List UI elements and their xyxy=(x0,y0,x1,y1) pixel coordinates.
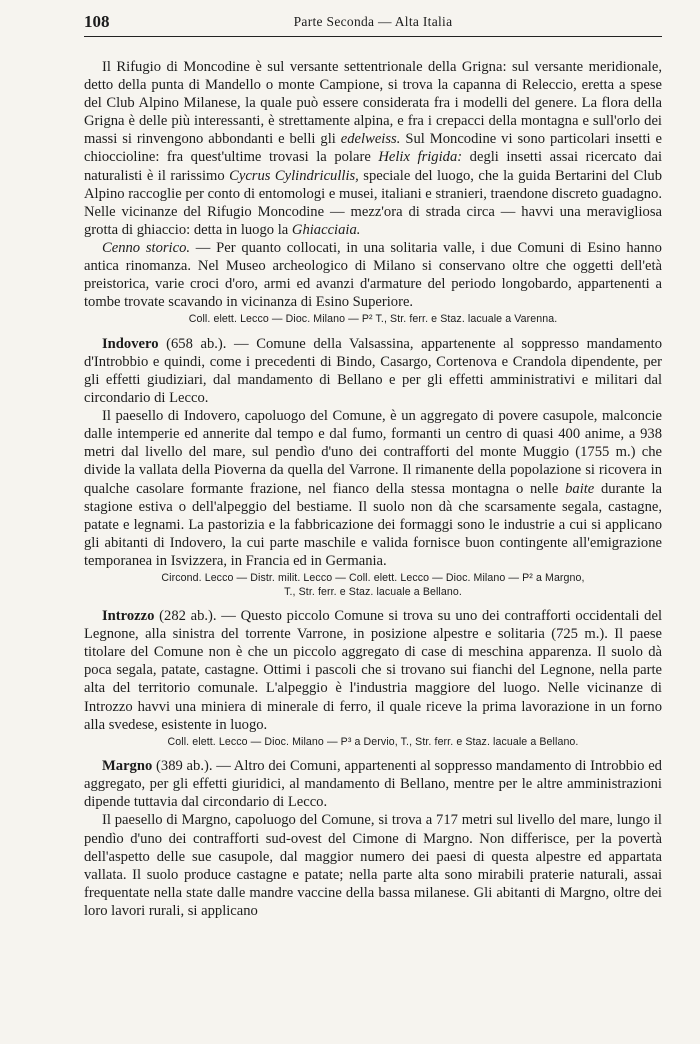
page-header xyxy=(84,6,662,37)
cenno-storico-paragraph: Cenno storico. — Per quanto collocati, in una solitaria valle, i due Comuni di Esino hanno antica rinomanza. Nel Museo archeologico di Milano si conservano oltre che oggetti dell'età preistorica, varie croci d'oro, armi ed avanzi d'armature del periodo longobardo, appartenenti a tombe trovate scavando in vicinanza di Esino Superiore. xyxy=(84,239,662,311)
introzzo-entry: Introzzo (282 ab.). — Questo piccolo Comune si trova su uno dei contrafforti occidentali del Legnone, alla sinistra del torrente Varrone, in posizione alpestre e solitaria (725 m.). Il paese titolare del Comune non è che un piccolo aggregato di case di meschina apparenza. Il suolo dà poca segala, patate, castagne. Ottimi i pascoli che si trovano sui fianchi del Legnone, nella parte alta del territorio comunale. L'alpeggio è l'industria maggiore del luogo. Nelle vicinanze di Introzzo havvi una miniera di minerale di ferro, il quale riceve la prima lavorazione in un forno alla svedese, esistente in luogo. xyxy=(84,608,662,733)
introzzo-heading: Introzzo xyxy=(102,608,155,625)
page-number: 108 xyxy=(84,12,110,31)
introzzo-admin-note: Coll. elett. Lecco — Dioc. Milano — P³ a Dervio, T., Str. ferr. e Staz. lacuale a Bellano. xyxy=(167,735,579,748)
esino-admin-note: Coll. elett. Lecco — Dioc. Milano — P² T., Str. ferr. e Staz. lacuale a Varenna. xyxy=(188,313,558,326)
indovero-description: Il paesello di Indovero, capoluogo del Comune, è un aggregato di povere casupole, malconcie dalle intemperie ed annerite dal tempo e dal fumo, formanti un centro di quasi 400 anime, a 938 metri dal livello del mare, sul pendìo d'uno dei contrafforti del monte Muggio (1755 m.) che divide la vallata della Pioverna da quella del Varrone. Il rimanente della popolazione si ricovera in qualche casolare formante frazione, nel fianco della stessa montagna o nelle baite durante la stagione estiva o dell'alpeggio del bestiame. Il suolo non dà che scarsamente segala, castagne, patate e legnami. La pastorizia e la fabbricazione dei formaggi sono le industrie a cui si applicano gli abitanti di Indovero, la cui parte maschile e valida fornisce buon contingente all'emigrazione temporanea in Isvizzera, in Francia ed in Germania. xyxy=(84,408,663,569)
margno-description: Il paesello di Margno, capoluogo del Comune, si trova a 717 metri sul livello del mare, lungo il pendìo d'uno dei contrafforti sud-ovest del Cimone di Margno. Non differisce, per la povertà dell'aspetto delle sue casupole, dal maggior numero dei paesi di questa alpestre ed appartata vallata. Il suolo produce castagne e patate; nella parte alta sono mirabili praterie naturali, assai frequentate nella state dalle mandre vaccine della bassa milanese. Gli abitanti di Margno, oltre dei loro lavori rurali, si applicano xyxy=(84,812,662,919)
page-body xyxy=(84,58,662,920)
indovero-heading: Indovero xyxy=(102,335,159,352)
running-title: Parte Seconda — Alta Italia xyxy=(293,14,453,29)
margno-heading: Margno xyxy=(102,758,153,775)
moncodine-paragraph: Il Rifugio di Moncodine è sul versante settentrionale della Grigna: sul versante meridionale, detto della punta di Mandello o monte Campione, si trova la capanna di Releccio, eretta a spese del Club Alpino Milanese, la quale può essere considerata fra i modelli del genere. La flora della Grigna è delle più interessanti, è strettamente alpina, e fra i crepacci della montagna e sull'orlo dei massi si rinvengono abbondanti e belli gli edelweiss. Sul Moncodine vi sono particolari insetti e chioccioline: fra quest'ultime trovasi la polare Helix frigida: degli insetti assai ricercato dai naturalisti è il rarissimo Cycrus Cylindricullis, speciale del luogo, che la guida Bertarini del Club Alpino raccoglie per conto di entomologi e musei, italiani e stranieri, traendone discreto guadagno. Nelle vicinanze del Rifugio Moncodine — mezz'ora di strada circa — havvi una meravigliosa grotta di ghiaccio: detta in luogo la Ghiacciaia. xyxy=(84,59,663,238)
margno-entry: Margno (389 ab.). — Altro dei Comuni, appartenenti al soppresso mandamento di Introbbio ed aggregato, per gli effetti giuridici, al mandamento di Bellano, mentre per le altre amministrazioni dipende tuttavia dal circondario di Lecco. xyxy=(84,758,662,811)
indovero-admin-note: Circond. Lecco — Distr. milit. Lecco — Coll. elett. Lecco — Dioc. Milano — P² a Margno, T., Str. ferr. e Staz. lacuale a Bellano. xyxy=(161,572,585,598)
indovero-entry: Indovero (658 ab.). — Comune della Valsassina, appartenente al soppresso mandamento d'Introbbio e quindi, come i precedenti di Bindo, Casargo, Cortenova e Crandola dipendente, per gli effetti giudiziari, dal mandamento di Bellano e per gli effetti amministrativi e militari dal circondario di Lecco. xyxy=(84,335,662,407)
